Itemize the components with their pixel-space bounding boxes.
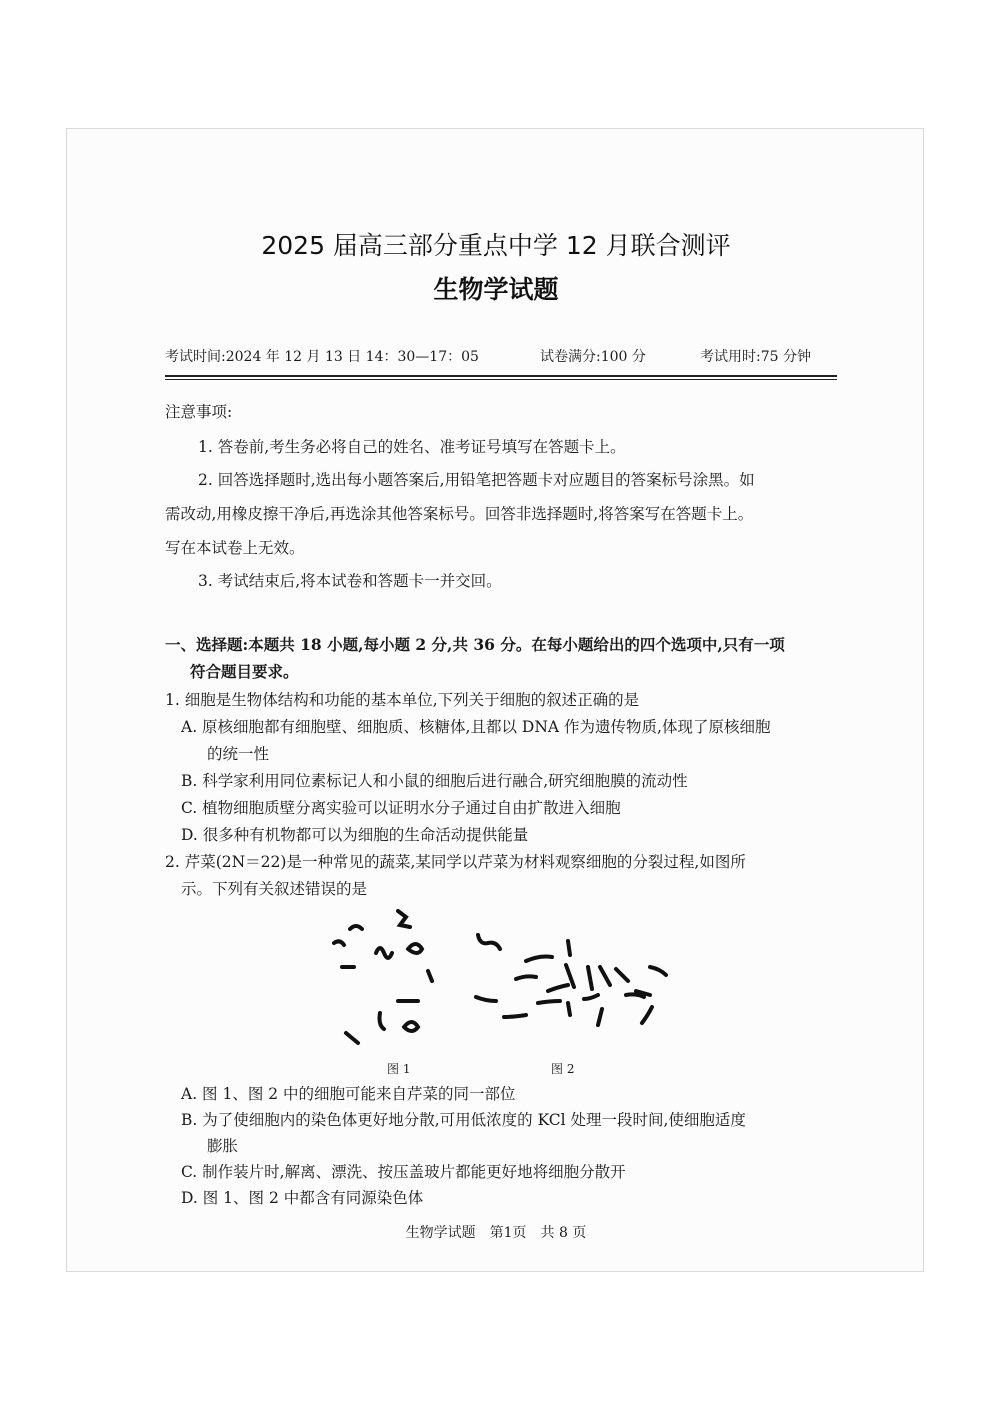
q1-option-b: B. 科学家利用同位素标记人和小鼠的细胞后进行融合,研究细胞膜的流动性 [181, 772, 688, 790]
q1-option-c: C. 植物细胞质壁分离实验可以证明水分子通过自由扩散进入细胞 [181, 799, 621, 817]
q1-option-a-line2: 的统一性 [207, 745, 270, 763]
exam-title: 2025 届高三部分重点中学 12 月联合测评 [261, 231, 731, 260]
q1-option-a-line1: A. 原核细胞都有细胞壁、细胞质、核糖体,且都以 DNA 作为遗传物质,体现了原核细胞 [181, 718, 771, 736]
exam-time: 考试时间:2024 年 12 月 13 日 14：30—17：05 [165, 349, 479, 365]
q2-option-b-line1: B. 为了使细胞内的染色体更好地分散,可用低浓度的 KCl 处理一段时间,使细胞适度 [181, 1111, 746, 1129]
section-heading-line1: 一、选择题:本题共 18 小题,每小题 2 分,共 36 分。在每小题给出的四个选项中,只有一项 [165, 635, 785, 654]
notice-item-2-line1: 2. 回答选择题时,选出每小题答案后,用铅笔把答题卡对应题目的答案标号涂黑。如 [198, 471, 755, 489]
q1-option-d: D. 很多种有机物都可以为细胞的生命活动提供能量 [181, 826, 529, 844]
q2-stem-line1: 2. 芹菜(2N＝22)是一种常见的蔬菜,某同学以芹菜为材料观察细胞的分裂过程,如图所 [165, 853, 746, 871]
q2-option-d: D. 图 1、图 2 中都含有同源染色体 [181, 1189, 424, 1207]
page-footer: 生物学试题 第1页 共 8 页 [405, 1225, 587, 1241]
q2-option-c: C. 制作装片时,解离、漂洗、按压盖玻片都能更好地将细胞分散开 [181, 1163, 626, 1181]
notice-heading: 注意事项: [165, 403, 233, 421]
chromosome-figure [320, 905, 680, 1055]
header-rule [165, 375, 837, 377]
q2-stem-line2: 示。下列有关叙述错误的是 [181, 880, 368, 898]
q1-stem: 1. 细胞是生物体结构和功能的基本单位,下列关于细胞的叙述正确的是 [165, 691, 640, 709]
q2-option-a: A. 图 1、图 2 中的细胞可能来自芹菜的同一部位 [181, 1085, 516, 1103]
notice-item-1: 1. 答卷前,考生务必将自己的姓名、准考证号填写在答题卡上。 [198, 438, 626, 456]
exam-subtitle: 生物学试题 [433, 275, 559, 304]
figure-2-chromosomes [476, 935, 666, 1025]
notice-item-2-line3: 写在本试卷上无效。 [165, 539, 305, 557]
q2-option-b-line2: 膨胀 [207, 1137, 239, 1155]
section-heading-line2: 符合题目要求。 [190, 662, 299, 681]
figure-1-label: 图 1 [387, 1062, 411, 1076]
exam-duration: 考试用时:75 分钟 [700, 349, 811, 365]
full-score: 试卷满分:100 分 [540, 349, 646, 365]
figure-1-chromosomes [334, 911, 432, 1043]
figure-2-label: 图 2 [551, 1062, 575, 1076]
notice-item-2-line2: 需改动,用橡皮擦干净后,再选涂其他答案标号。回答非选择题时,将答案写在答题卡上。 [165, 505, 754, 523]
notice-item-3: 3. 考试结束后,将本试卷和答题卡一并交回。 [198, 572, 502, 590]
header-rule-thin [165, 379, 837, 380]
